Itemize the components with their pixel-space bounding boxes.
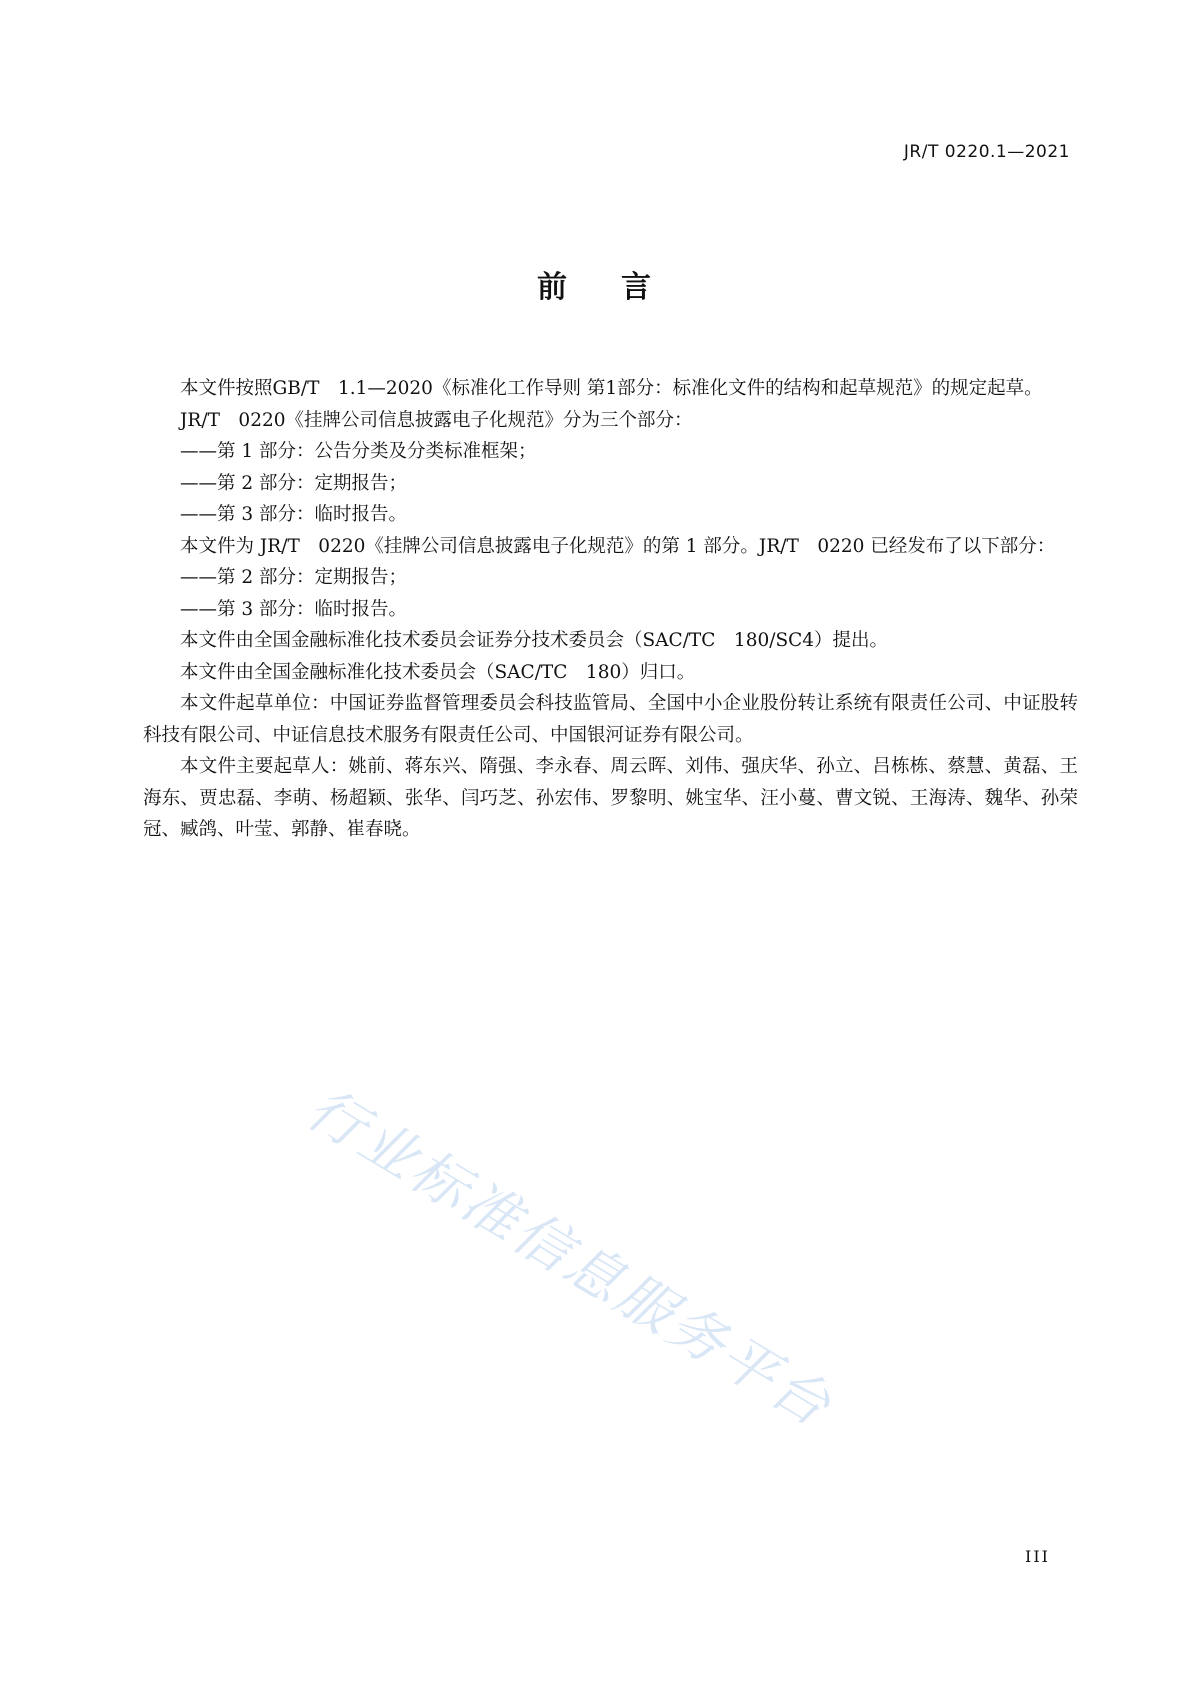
paragraph-proposed-by: 本文件由全国金融标准化技术委员会证券分技术委员会（SAC/TC 180/SC4）提出。 — [180, 630, 889, 651]
foreword-body — [143, 373, 1078, 846]
paragraph-published-parts: 本文件为 JR/T 0220《挂牌公司信息披露电子化规范》的第 1 部分。JR/T 0220 已经发布了以下部分： — [180, 535, 1056, 557]
paragraph-managed-by: 本文件由全国金融标准化技术委员会（SAC/TC 180）归口。 — [180, 661, 696, 683]
document-code: JR/T 0220.1—2021 — [903, 142, 1070, 162]
list-item-published-part-2: ——第 2 部分：定期报告； — [180, 567, 408, 588]
page-title — [0, 262, 1190, 306]
paragraph-drafting-units: 本文件起草单位：中国证券监督管理委员会科技监管局、全国中小企业股份转让系统有限责任公司、中证股转科技有限公司、中证信息技术服务有限责任公司、中国银河证券有限公司。 — [143, 693, 1078, 746]
list-item-part-3: ——第 3 部分：临时报告。 — [180, 504, 408, 525]
list-item-part-1: ——第 1 部分：公告分类及分类标准框架； — [180, 441, 537, 462]
list-item-published-part-3: ——第 3 部分：临时报告。 — [180, 598, 408, 620]
list-item-part-2: ——第 2 部分：定期报告； — [180, 472, 408, 494]
page-title-char-2: 言 — [621, 270, 653, 305]
paragraph-drafters: 本文件主要起草人：姚前、蒋东兴、隋强、李永春、周云晖、刘伟、强庆华、孙立、吕栋栋、蔡慧、黄磊、王海东、贾忠磊、李萌、杨超颖、张华、闫巧芝、孙宏伟、罗黎明、姚宝华、汪小蔓、曹文锐、王海涛、魏华、孙荣冠、臧鸽、叶莹、郭静、崔春晓。 — [143, 756, 1078, 840]
page-number: III — [1025, 1547, 1050, 1566]
paragraph-drafting-basis: 本文件按照GB/T 1.1—2020《标准化工作导则 第1部分：标准化文件的结构和起草规范》的规定起草。 — [180, 378, 1043, 399]
page-title-char-1: 前 — [537, 270, 569, 305]
paragraph-parts-intro: JR/T 0220《挂牌公司信息披露电子化规范》分为三个部分： — [180, 409, 693, 431]
watermark: 行业标准信息服务平台 — [295, 1075, 844, 1441]
